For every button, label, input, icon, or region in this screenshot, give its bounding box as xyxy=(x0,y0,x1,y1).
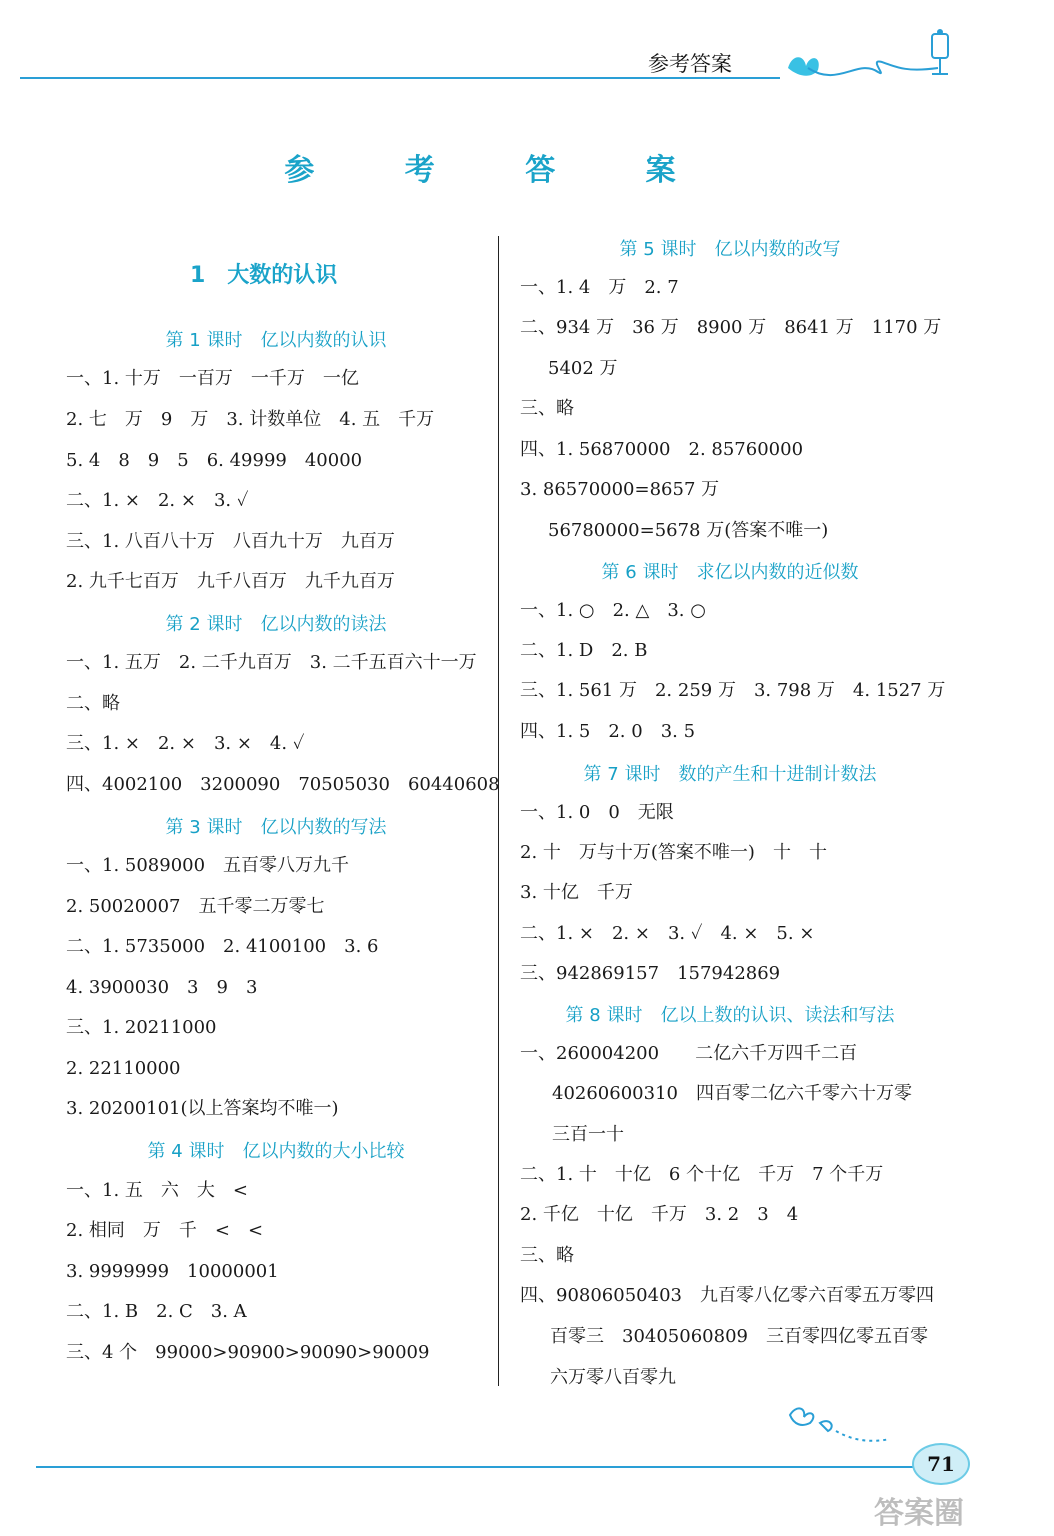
answer-line: 2. 22110000 xyxy=(66,1058,181,1079)
answer-line: 4. 3900030 3 9 3 xyxy=(66,977,258,998)
lesson-heading: 第 8 课时 亿以上数的认识、读法和写法 xyxy=(565,1005,895,1026)
answer-line: 三、1. 20211000 xyxy=(66,1017,217,1038)
answer-line: 二、1. B 2. C 3. A xyxy=(66,1301,247,1322)
answer-line: 百零三 30405060809 三百零四亿零五百零 xyxy=(550,1326,928,1347)
lesson-heading: 第 7 课时 数的产生和十进制计数法 xyxy=(583,764,877,785)
answer-line: 一、260004200 二亿六千万四千二百 xyxy=(520,1043,858,1064)
answer-line: 三、1. 561 万 2. 259 万 3. 798 万 4. 1527 万 xyxy=(520,680,946,701)
answer-line: 一、1. 十万 一百万 一千万 一亿 xyxy=(66,368,359,389)
answer-line: 三、4 个 99000>90900>90090>90009 xyxy=(66,1342,430,1363)
answer-line: 三、略 xyxy=(520,1245,574,1266)
lesson-heading: 第 1 课时 亿以内数的认识 xyxy=(165,330,387,351)
answer-line: 二、1. 5735000 2. 4100100 3. 6 xyxy=(66,936,379,957)
answer-line: 3. 20200101(以上答案均不唯一) xyxy=(66,1098,339,1119)
answer-line: 一、1. 五万 2. 二千九百万 3. 二千五百六十一万 xyxy=(66,652,477,673)
answer-line: 一、1. 五 六 大 < xyxy=(66,1180,248,1201)
page-number: 71 xyxy=(912,1443,970,1485)
lesson-heading: 第 5 课时 亿以内数的改写 xyxy=(619,239,841,260)
answer-line: 2. 千亿 十亿 千万 3. 2 3 4 xyxy=(520,1204,799,1225)
lesson-heading: 第 6 课时 求亿以内数的近似数 xyxy=(601,562,859,583)
answer-line: 四、1. 56870000 2. 85760000 xyxy=(520,439,804,460)
answer-line: 二、1. D 2. B xyxy=(520,640,648,661)
answer-line: 2. 十 万与十万(答案不唯一) 十 十 xyxy=(520,842,827,863)
chapter-heading: 1 大数的认识 xyxy=(190,263,338,288)
answer-line: 四、4002100 3200090 70505030 60440608 xyxy=(66,774,500,795)
answer-line: 一、1. ○ 2. △ 3. ○ xyxy=(520,600,706,621)
answer-line: 三、略 xyxy=(520,398,574,419)
answer-line: 二、1. × 2. × 3. ✓ 4. × 5. × xyxy=(520,923,815,944)
butterfly-decoration-icon xyxy=(780,1395,910,1455)
butterfly-lamp-decoration-icon xyxy=(778,28,968,84)
answer-line: 2. 七 万 9 万 3. 计数单位 4. 五 千万 xyxy=(66,409,435,430)
column-divider xyxy=(498,236,499,1386)
answer-line: 二、934 万 36 万 8900 万 8641 万 1170 万 xyxy=(520,317,942,338)
answer-line: 5402 万 xyxy=(548,358,618,379)
answer-line: 一、1. 0 0 无限 xyxy=(520,802,674,823)
answer-line: 三百一十 xyxy=(552,1124,624,1145)
answer-line: 二、略 xyxy=(66,693,120,714)
lesson-heading: 第 2 课时 亿以内数的读法 xyxy=(165,614,387,635)
answer-line: 三、1. × 2. × 3. × 4. ✓ xyxy=(66,733,305,754)
answer-line: 3. 十亿 千万 xyxy=(520,882,633,903)
answer-line: 四、1. 5 2. 0 3. 5 xyxy=(520,721,696,742)
lesson-heading: 第 3 课时 亿以内数的写法 xyxy=(165,817,387,838)
answer-line: 56780000=5678 万(答案不唯一) xyxy=(548,520,829,541)
answer-line: 三、942869157 157942869 xyxy=(520,963,781,984)
answer-line: 三、1. 八百八十万 八百九十万 九百万 xyxy=(66,531,395,552)
footer-rule xyxy=(36,1466,916,1468)
answer-line: 3. 9999999 10000001 xyxy=(66,1261,279,1282)
page-title: 参 考 答 案 xyxy=(284,153,716,188)
answer-line: 二、1. × 2. × 3. ✓ xyxy=(66,490,249,511)
answer-line: 40260600310 四百零二亿六千零六十万零 xyxy=(552,1083,912,1104)
answer-line: 一、1. 5089000 五百零八万九千 xyxy=(66,855,350,876)
header-title: 参考答案 xyxy=(648,52,732,76)
answer-line: 2. 九千七百万 九千八百万 九千九百万 xyxy=(66,571,395,592)
answer-line: 3. 86570000=8657 万 xyxy=(520,479,720,500)
answer-line: 2. 50020007 五千零二万零七 xyxy=(66,896,325,917)
answer-line: 二、1. 十 十亿 6 个十亿 千万 7 个千万 xyxy=(520,1164,884,1185)
answer-line: 2. 相同 万 千 < < xyxy=(66,1220,264,1241)
answer-line: 一、1. 4 万 2. 7 xyxy=(520,277,679,298)
lesson-heading: 第 4 课时 亿以内数的大小比较 xyxy=(147,1141,405,1162)
answer-line: 四、90806050403 九百零八亿零六百零五万零四 xyxy=(520,1285,934,1306)
answer-line: 5. 4 8 9 5 6. 49999 40000 xyxy=(66,450,363,471)
watermark: 答案圈 xyxy=(874,1496,964,1531)
answer-line: 六万零八百零九 xyxy=(550,1367,676,1388)
